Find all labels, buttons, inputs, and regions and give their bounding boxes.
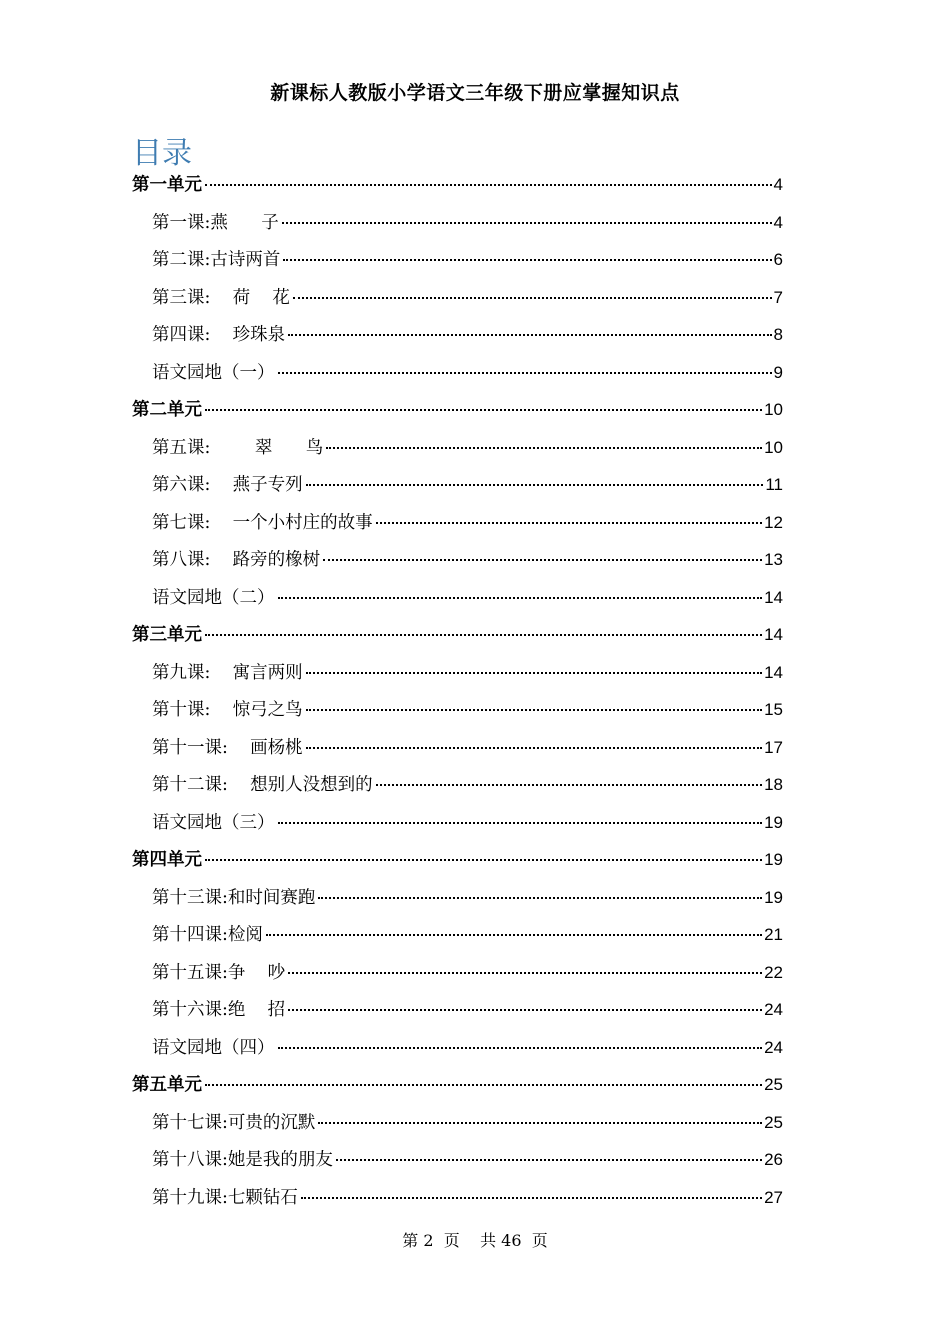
toc-entry-page-number: 19 [764, 850, 783, 869]
toc-unit-entry[interactable] [132, 1066, 783, 1104]
dot-leader [266, 934, 762, 936]
dot-leader [288, 334, 771, 336]
toc-entry-page-number: 21 [764, 925, 783, 944]
dot-leader [205, 1084, 762, 1086]
toc-entry-label: 第五单元 [132, 1075, 202, 1095]
toc-entry-label: 语文园地（三） [152, 812, 275, 833]
dot-leader [205, 634, 762, 636]
dot-leader [336, 1159, 762, 1161]
toc-entry-label: 第一课:燕 子 [152, 212, 279, 233]
toc-entry-label: 第五课: 翠 鸟 [152, 437, 324, 458]
toc-lesson-entry[interactable] [132, 991, 783, 1029]
toc-entry-page-number: 6 [773, 250, 783, 269]
toc-unit-entry[interactable] [132, 166, 783, 204]
toc-entry-label: 第二课:古诗两首 [152, 250, 281, 270]
document-title: 新课标人教版小学语文三年级下册应掌握知识点 [270, 82, 680, 104]
dot-leader [306, 747, 762, 749]
toc-entry-page-number: 25 [764, 1112, 783, 1132]
dot-leader [306, 672, 762, 674]
toc-lesson-entry[interactable] [132, 1104, 783, 1142]
toc-lesson-entry[interactable] [132, 279, 783, 317]
toc-unit-entry[interactable] [132, 391, 783, 429]
toc-entry-label: 语文园地（一） [152, 362, 275, 383]
dot-leader [278, 597, 763, 599]
dot-leader [306, 484, 764, 486]
dot-leader [278, 822, 763, 824]
toc-entry-page-number: 14 [764, 662, 783, 682]
toc-entry-label: 第十五课:争 吵 [152, 962, 286, 983]
toc-entry-label: 第四课: 珍珠泉 [152, 325, 286, 345]
toc-entry-label: 第十六课:绝 招 [152, 1000, 286, 1020]
toc-entry-label: 第十九课:七颗钻石 [152, 1187, 298, 1208]
toc-lesson-entry[interactable] [132, 504, 783, 542]
toc-lesson-entry[interactable] [132, 879, 783, 917]
toc-entry-page-number: 10 [764, 400, 783, 419]
toc-entry-page-number: 24 [764, 1000, 783, 1019]
dot-leader [288, 1009, 762, 1011]
toc-entry-label: 第一单元 [132, 175, 202, 195]
dot-leader [283, 259, 771, 261]
dot-leader [205, 859, 762, 861]
dot-leader [318, 897, 762, 899]
toc-lesson-entry[interactable] [132, 654, 783, 692]
table-of-contents [132, 166, 783, 1216]
toc-entry-page-number: 27 [764, 1187, 783, 1207]
toc-lesson-entry[interactable] [132, 691, 783, 729]
toc-lesson-entry[interactable] [132, 204, 783, 242]
dot-leader [323, 559, 762, 561]
toc-lesson-entry[interactable] [132, 429, 783, 467]
dot-leader [278, 372, 772, 374]
toc-unit-entry[interactable] [132, 616, 783, 654]
toc-entry-page-number: 8 [773, 325, 783, 344]
toc-entry-label: 语文园地（二） [152, 587, 275, 608]
toc-entry-page-number: 4 [773, 175, 783, 194]
toc-entry-label: 第九课: 寓言两则 [152, 662, 303, 683]
toc-entry-page-number: 4 [773, 212, 783, 232]
toc-lesson-entry[interactable] [132, 1141, 783, 1179]
dot-leader [205, 409, 762, 411]
dot-leader [318, 1122, 762, 1124]
toc-entry-label: 第三单元 [132, 625, 202, 645]
toc-entry-page-number: 26 [764, 1150, 783, 1169]
toc-entry-page-number: 14 [764, 625, 783, 644]
toc-entry-page-number: 7 [773, 287, 783, 307]
toc-entry-label: 第四单元 [132, 850, 202, 870]
toc-lesson-entry[interactable] [132, 541, 783, 579]
toc-entry-page-number: 18 [764, 775, 783, 794]
toc-lesson-entry[interactable] [132, 954, 783, 992]
toc-entry-label: 第三课: 荷 花 [152, 287, 290, 308]
toc-entry-label: 第六课: 燕子专列 [152, 475, 303, 495]
toc-entry-page-number: 19 [764, 812, 783, 832]
toc-entry-label: 第十二课: 想别人没想到的 [152, 775, 373, 795]
dot-leader [376, 784, 762, 786]
toc-entry-label: 第十一课: 画杨桃 [152, 737, 303, 758]
toc-entry-page-number: 13 [764, 550, 783, 569]
dot-leader [306, 709, 762, 711]
page-footer: 第 2 页 共 46 页 [402, 1231, 548, 1250]
toc-entry-label: 第十八课:她是我的朋友 [152, 1150, 333, 1170]
dot-leader [326, 447, 762, 449]
dot-leader [205, 184, 772, 186]
toc-entry-page-number: 9 [773, 362, 783, 382]
toc-lesson-entry[interactable] [132, 466, 783, 504]
toc-entry-label: 第十三课:和时间赛跑 [152, 887, 316, 908]
toc-entry-label: 第二单元 [132, 400, 202, 420]
toc-entry-page-number: 24 [764, 1037, 783, 1057]
toc-lesson-entry[interactable] [132, 354, 783, 392]
toc-entry-label: 第八课: 路旁的橡树 [152, 550, 321, 570]
toc-entry-label: 第十课: 惊弓之鸟 [152, 700, 303, 720]
dot-leader [278, 1047, 763, 1049]
dot-leader [282, 222, 772, 224]
toc-lesson-entry[interactable] [132, 316, 783, 354]
toc-unit-entry[interactable] [132, 841, 783, 879]
toc-entry-page-number: 14 [764, 587, 783, 607]
toc-entry-page-number: 11 [765, 475, 783, 494]
toc-lesson-entry[interactable] [132, 1029, 783, 1067]
toc-entry-page-number: 19 [764, 887, 783, 907]
toc-entry-page-number: 17 [764, 737, 783, 757]
toc-lesson-entry[interactable] [132, 729, 783, 767]
toc-entry-page-number: 10 [764, 437, 783, 457]
toc-entry-page-number: 12 [764, 512, 783, 532]
toc-entry-label: 第十七课:可贵的沉默 [152, 1112, 316, 1133]
toc-lesson-entry[interactable] [132, 916, 783, 954]
dot-leader [288, 972, 762, 974]
toc-entry-label: 语文园地（四） [152, 1037, 275, 1058]
toc-entry-page-number: 22 [764, 962, 783, 982]
dot-leader [293, 297, 772, 299]
toc-entry-page-number: 25 [764, 1075, 783, 1094]
toc-lesson-entry[interactable] [132, 804, 783, 842]
dot-leader [376, 522, 762, 524]
toc-entry-page-number: 15 [764, 700, 783, 719]
toc-lesson-entry[interactable] [132, 1179, 783, 1217]
toc-lesson-entry[interactable] [132, 241, 783, 279]
toc-heading: 目录 [132, 136, 192, 171]
toc-lesson-entry[interactable] [132, 579, 783, 617]
toc-lesson-entry[interactable] [132, 766, 783, 804]
dot-leader [301, 1197, 762, 1199]
toc-entry-label: 第十四课:检阅 [152, 925, 263, 945]
toc-entry-label: 第七课: 一个小村庄的故事 [152, 512, 373, 533]
